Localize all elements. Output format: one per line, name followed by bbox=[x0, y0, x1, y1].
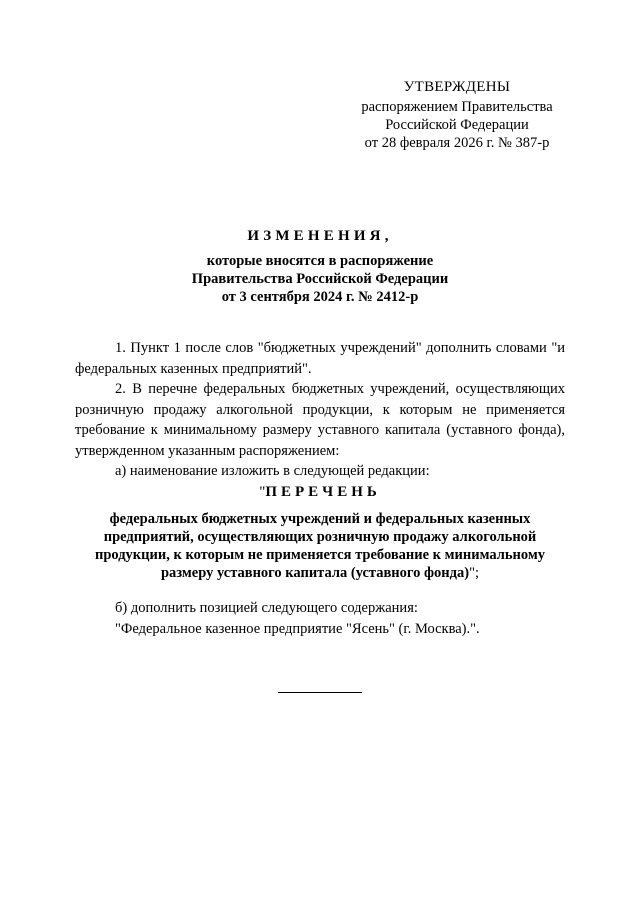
paragraph-2: 2. В перечне федеральных бюджетных учреждений, осуществляющих розничную продажу алкогольной продукции, к которым не применяется требование к минимальному размеру уставного капитала (уставного фонда), утвержденном указанным распоряжением: bbox=[75, 381, 565, 459]
list-title bbox=[0, 484, 640, 501]
paragraph-4: б) дополнить позицией следующего содержания: bbox=[115, 600, 418, 616]
document-title: ИЗМЕНЕНИЯ, bbox=[247, 228, 393, 244]
paragraph-5: "Федеральное казенное предприятие "Ясень" (г. Москва).". bbox=[115, 621, 480, 637]
paragraph-1: 1. Пункт 1 после слов "бюджетных учреждений" дополнить словами "и федеральных казенных предприятий". bbox=[75, 340, 565, 377]
list-title-word: ПЕРЕЧЕНЬ bbox=[265, 484, 381, 500]
approval-line-2: Российской Федерации bbox=[385, 117, 529, 133]
list-subtitle-line-1: федеральных бюджетных учреждений и федеральных казенных bbox=[109, 511, 531, 527]
document-body bbox=[75, 338, 565, 482]
approval-line-3: от 28 февраля 2026 г. № 387-р bbox=[364, 135, 550, 151]
list-title-quote: " bbox=[259, 484, 266, 500]
subtitle-line-2: Правительства Российской Федерации bbox=[191, 271, 449, 287]
document-body-2 bbox=[75, 598, 565, 640]
document-subtitle bbox=[90, 252, 550, 306]
approval-heading: УТВЕРЖДЕНЫ bbox=[403, 79, 511, 95]
list-subtitle-line-4-text: размеру уставного капитала (уставного фонда) bbox=[160, 565, 470, 581]
paragraph-3: а) наименование изложить в следующей редакции: bbox=[115, 463, 430, 479]
approval-block bbox=[336, 78, 578, 152]
list-subtitle bbox=[90, 510, 550, 582]
subtitle-line-3: от 3 сентября 2024 г. № 2412-р bbox=[221, 289, 419, 305]
subtitle-line-1: которые вносятся в распоряжение bbox=[206, 253, 434, 269]
list-subtitle-line-4 bbox=[90, 564, 550, 582]
approval-line-1: распоряжением Правительства bbox=[361, 99, 553, 115]
list-subtitle-line-3: продукции, к которым не применяется требование к минимальному bbox=[94, 547, 546, 563]
end-separator-line bbox=[278, 692, 362, 693]
list-subtitle-tail: "; bbox=[469, 565, 480, 581]
list-subtitle-line-2: предприятий, осуществляющих розничную продажу алкогольной bbox=[103, 529, 537, 545]
